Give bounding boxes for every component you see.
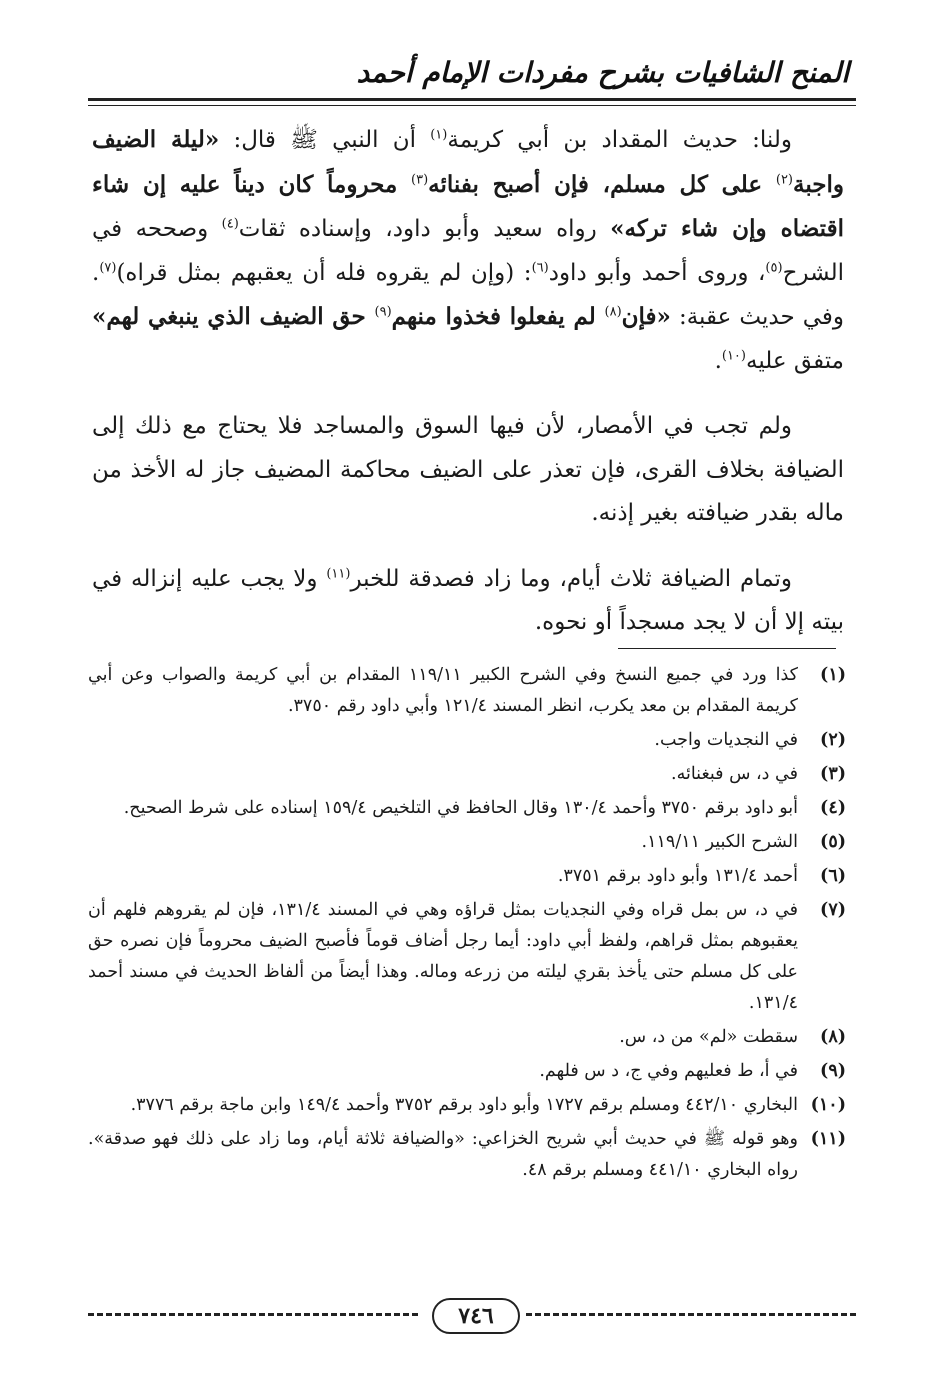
footnote-ref: (٢) [775, 171, 793, 187]
text-run: ولنا: حديث المقداد بن أبي كريمة [447, 127, 792, 153]
footnote-number: (٥) [820, 832, 846, 852]
text-run: أن النبي ﷺ قال: [219, 127, 431, 153]
footnote-item [88, 793, 846, 824]
text-run: رواه سعيد وأبو داود، وإسناده ثقات [238, 216, 611, 242]
running-header-title: المنح الشافيات بشرح مفردات الإمام أحمد [356, 56, 849, 89]
text-run: متفق عليه [746, 347, 844, 374]
footnote-ref: (١) [430, 127, 448, 143]
footnote-number: (٨) [820, 1027, 846, 1047]
footnote-text: أحمد ١٣١/٤ وأبو داود برقم ٣٧٥١. [557, 866, 798, 886]
footnote-text: في النجديات واجب. [654, 730, 798, 750]
footer-dashed-rule-right [526, 1313, 856, 1316]
footnote-item [88, 895, 846, 1019]
header-rule [88, 98, 856, 101]
footnote-number: (٣) [820, 764, 846, 784]
footnote-separator [618, 648, 836, 649]
footnote-ref: (١١) [326, 565, 351, 581]
footnote-text: في أ، ط فعليهم وفي ج، د س فلهم. [539, 1061, 798, 1081]
footnote-number: (٧) [820, 900, 846, 920]
hadith-quote: على كل مسلم، فإن أصبح بفنائه [428, 170, 776, 198]
footnote-ref: (٤) [221, 216, 239, 232]
hadith-quote: محروماً كان ديناً عليه إن شاء اقتضاه وإن شاء تركه» [92, 170, 844, 242]
footnote-text: أبو داود برقم ٣٧٥٠ وأحمد ١٣٠/٤ وقال الحافظ في التلخيص ١٥٩/٤ إسناده على شرط الصحيح. [123, 798, 798, 818]
footnote-item [88, 759, 846, 790]
footnote-ref: (٩) [374, 304, 392, 320]
footnote-item [88, 827, 846, 858]
hadith-quote: «ليلة الضيف واجبة [92, 126, 844, 198]
text-run: . وفي حديث عقبة: [92, 259, 844, 330]
text-run: وتمام الضيافة ثلاث أيام، وما زاد فصدقة للخبر [350, 565, 792, 592]
footnote-item [88, 861, 846, 892]
paragraph-2: ولم تجب في الأمصار، لأن فيها السوق والمساجد فلا يحتاج مع ذلك إلى الضيافة بخلاف القرى، فإن تعذر على الضيف محاكمة المضيف جاز له الأخذ من ماله بقدر ضيافته بغير إذنه. [92, 413, 844, 526]
paragraph-3 [92, 558, 844, 645]
footnote-item [88, 1056, 846, 1087]
header-rule-thin [88, 105, 856, 106]
text-run: ولا يجب عليه إنزاله في بيته إلا أن لا يجد مسجداً أو نحوه. [92, 565, 844, 635]
page-footer [88, 1296, 856, 1336]
footnote-ref: (٨) [604, 304, 622, 320]
main-text [92, 118, 844, 667]
footnote-ref: (٥) [765, 259, 783, 275]
footnote-text: الشرح الكبير ١١٩/١١. [641, 832, 798, 852]
text-run: : (وإن لم يقروه فله أن يعقبهم بمثل قراه) [116, 259, 532, 286]
footnote-text: في د، س فبغنائه. [671, 764, 798, 784]
footnote-ref: (٣) [411, 171, 429, 187]
footnote-item [88, 660, 846, 722]
footnote-number: (٦) [820, 866, 846, 886]
footnote-number: (٤) [820, 798, 846, 818]
footnote-number: (٢) [820, 730, 846, 750]
footnote-text: وهو قوله ﷺ في حديث أبي شريح الخزاعي: «والضيافة ثلاثة أيام، وما زاد على ذلك فهو صدقة». رواه البخاري ٤٤١/١٠ ومسلم برقم ٤٨. [88, 1129, 798, 1180]
footnote-ref: (٦) [531, 259, 549, 275]
footnote-number: (١) [820, 665, 846, 685]
text-run: . [714, 347, 722, 374]
hadith-quote: لم يفعلوا فخذوا منهم [391, 303, 605, 330]
footer-dashed-rule-left [88, 1313, 418, 1316]
footnote-ref: (٧) [99, 259, 117, 275]
hadith-quote: حق الضيف الذي ينبغي لهم» [92, 303, 375, 330]
text-run: وصححه في الشرح [92, 216, 845, 286]
footnote-text: في د، س بمل قراه وفي النجديات بمثل قراؤه وهي في المسند ١٣١/٤، فإن لم يقروهم فلهم أن يعقبوهم بمثل قراهم، ولفظ أبي داود: أيما رجل أضاف قوماً فأصبح الضيف محروماً فإن نصره حق على كل مسلم حتى يأخذ بقري ليلته من زرعه وماله. وهذا أيضاً من ألفاظ الحديث في مسند أحمد ١٣١/٤. [88, 900, 798, 1013]
footnote-item [88, 1124, 846, 1186]
footnote-item [88, 1022, 846, 1053]
footnote-number: (١١) [810, 1129, 846, 1149]
footnote-text: سقطت «لم» من د، س. [619, 1027, 798, 1047]
footnote-ref: (١٠) [721, 347, 746, 363]
text-run: ، وروى أحمد وأبو داود [548, 259, 766, 286]
paragraph-1 [92, 118, 844, 383]
footnote-item [88, 725, 846, 756]
footnote-item [88, 1090, 846, 1121]
page-number: ٧٤٦ [432, 1298, 520, 1334]
footnote-number: (٩) [820, 1061, 846, 1081]
hadith-quote: «فإن [621, 303, 671, 330]
footnotes [88, 660, 846, 1189]
footnote-text: البخاري ٤٤٢/١٠ ومسلم برقم ١٧٢٧ وأبو داود برقم ٣٧٥٢ وأحمد ١٤٩/٤ وابن ماجة برقم ٣٧٧٦. [130, 1095, 798, 1115]
footnote-text: كذا ورد في جميع النسخ وفي الشرح الكبير ١١٩/١١ المقدام بن أبي كريمة والصواب وعن أبي كريمة المقدام بن معد يكرب، انظر المسند ١٢١/٤ وأبي داود رقم ٣٧٥٠. [88, 665, 798, 716]
footnote-number: (١٠) [810, 1095, 846, 1115]
